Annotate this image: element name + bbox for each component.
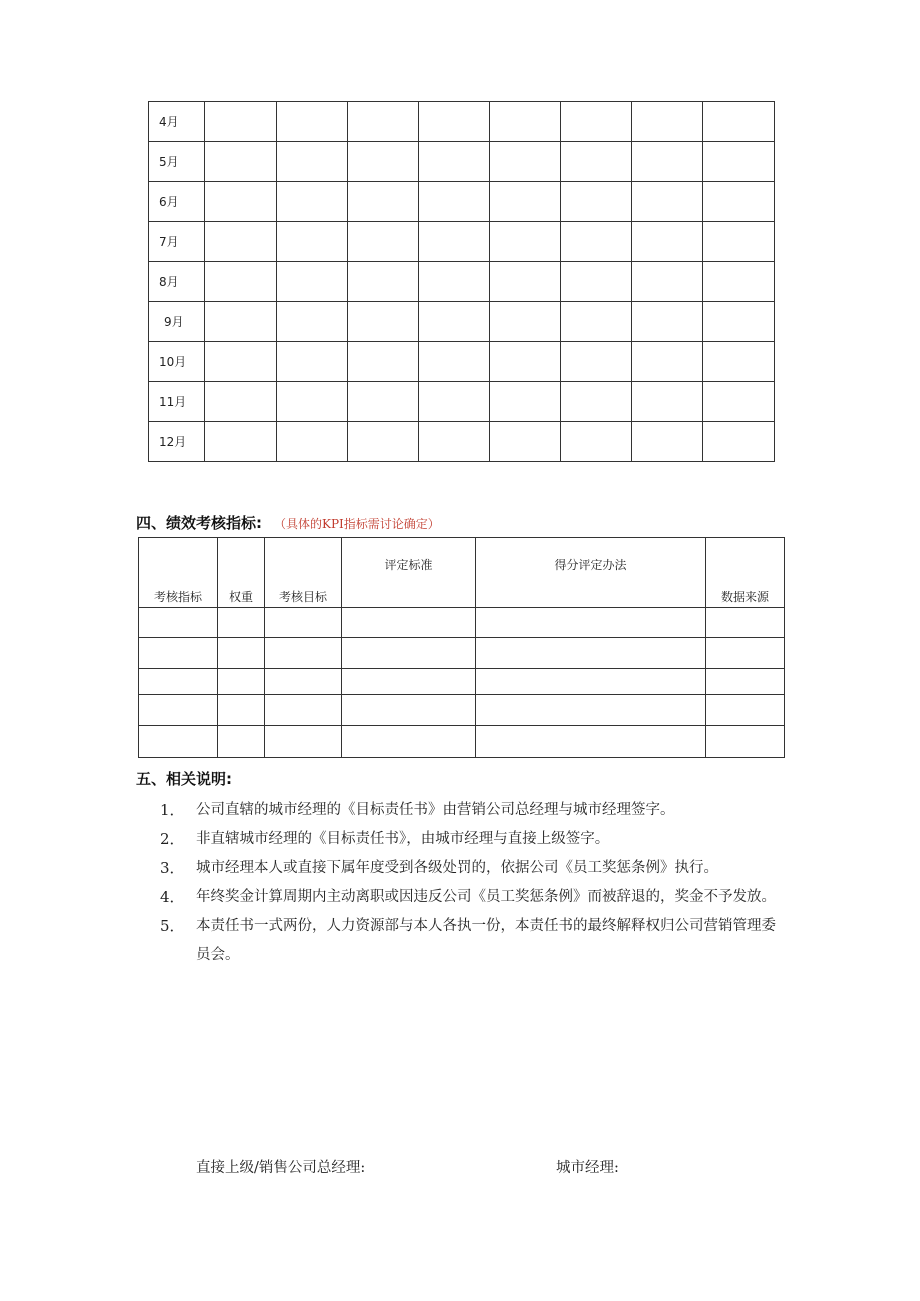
table-cell[interactable] [218, 638, 265, 669]
table-cell [419, 342, 490, 382]
table-cell [490, 422, 561, 462]
kpi-row [139, 669, 785, 695]
table-cell [490, 342, 561, 382]
list-item [160, 796, 790, 825]
table-cell[interactable] [139, 695, 218, 726]
table-cell [205, 182, 277, 222]
table-cell [490, 182, 561, 222]
note-text: 本责任书一式两份，人力资源部与本人各执一份，本责任书的最终解释权归公司营销管理委员会。 [196, 918, 776, 963]
table-cell [561, 422, 632, 462]
month-label: 7月 [149, 222, 205, 262]
month-label: 9月 [149, 302, 205, 342]
table-cell[interactable] [476, 638, 706, 669]
month-row [149, 422, 775, 462]
signature-right-label: 城市经理: [556, 1160, 619, 1176]
table-cell [348, 342, 419, 382]
month-label: 5月 [149, 142, 205, 182]
kpi-row [139, 695, 785, 726]
table-cell [348, 142, 419, 182]
table-cell[interactable] [139, 726, 218, 758]
table-cell[interactable] [706, 726, 785, 758]
table-cell [277, 262, 348, 302]
table-cell [632, 222, 703, 262]
table-cell [205, 142, 277, 182]
table-cell[interactable] [342, 695, 476, 726]
table-cell[interactable] [265, 608, 342, 638]
month-row [149, 142, 775, 182]
month-row [149, 382, 775, 422]
month-label: 6月 [149, 182, 205, 222]
table-cell[interactable] [265, 638, 342, 669]
table-cell [277, 142, 348, 182]
month-row [149, 342, 775, 382]
table-cell [561, 142, 632, 182]
table-cell [419, 182, 490, 222]
table-cell[interactable] [706, 695, 785, 726]
table-cell [703, 142, 775, 182]
table-cell[interactable] [342, 669, 476, 695]
notes-list [160, 796, 790, 970]
table-cell[interactable] [218, 695, 265, 726]
month-row [149, 262, 775, 302]
month-row [149, 302, 775, 342]
table-cell[interactable] [139, 608, 218, 638]
table-cell [490, 142, 561, 182]
section5-heading [136, 768, 232, 789]
table-cell [561, 302, 632, 342]
header-source: 数据来源 [706, 538, 785, 608]
table-cell [561, 182, 632, 222]
list-item [160, 825, 790, 854]
table-cell [703, 262, 775, 302]
header-scoring: 得分评定办法 [476, 538, 706, 608]
table-cell [632, 382, 703, 422]
month-label: 8月 [149, 262, 205, 302]
table-cell [419, 422, 490, 462]
note-number: 1． [160, 801, 185, 819]
table-cell [419, 142, 490, 182]
table-cell [632, 102, 703, 142]
month-label: 11月 [149, 382, 205, 422]
table-cell [419, 102, 490, 142]
kpi-header-row [139, 538, 785, 608]
table-cell [205, 422, 277, 462]
table-cell[interactable] [218, 608, 265, 638]
table-cell [348, 262, 419, 302]
header-target: 考核目标 [265, 538, 342, 608]
note-number: 5． [160, 917, 185, 935]
table-cell [490, 222, 561, 262]
table-cell [205, 382, 277, 422]
table-cell [277, 102, 348, 142]
section5-title: 五、相关说明: [136, 770, 232, 788]
table-cell [348, 302, 419, 342]
section4-title: 四、绩效考核指标: [136, 514, 262, 532]
table-cell[interactable] [476, 695, 706, 726]
table-cell [277, 222, 348, 262]
table-cell [632, 262, 703, 302]
signature-left-label: 直接上级/销售公司总经理: [196, 1160, 366, 1176]
note-text: 城市经理本人或直接下属年度受到各级处罚的，依据公司《员工奖惩条例》执行。 [196, 860, 718, 876]
table-cell[interactable] [476, 726, 706, 758]
table-cell [632, 142, 703, 182]
table-cell [205, 342, 277, 382]
kpi-table [138, 537, 785, 758]
table-cell[interactable] [706, 638, 785, 669]
table-cell [490, 102, 561, 142]
header-weight: 权重 [218, 538, 265, 608]
note-number: 4． [160, 888, 185, 906]
list-item [160, 854, 790, 883]
table-cell[interactable] [706, 608, 785, 638]
table-cell [348, 102, 419, 142]
table-cell [632, 422, 703, 462]
section4-heading [136, 512, 440, 533]
table-cell [703, 102, 775, 142]
table-cell [348, 382, 419, 422]
table-cell [205, 222, 277, 262]
note-text: 公司直辖的城市经理的《目标责任书》由营销公司总经理与城市经理签字。 [196, 802, 675, 818]
table-cell [632, 342, 703, 382]
section4-note: （具体的KPI指标需讨论确定） [274, 517, 440, 531]
table-cell [419, 382, 490, 422]
table-cell [348, 182, 419, 222]
table-cell[interactable] [139, 638, 218, 669]
table-cell [703, 302, 775, 342]
month-label: 12月 [149, 422, 205, 462]
table-cell[interactable] [139, 669, 218, 695]
table-cell [348, 422, 419, 462]
table-cell[interactable] [342, 726, 476, 758]
note-text: 年终奖金计算周期内主动离职或因违反公司《员工奖惩条例》而被辞退的，奖金不予发放。 [196, 889, 776, 905]
month-row [149, 222, 775, 262]
table-cell [561, 382, 632, 422]
table-cell [561, 342, 632, 382]
table-cell[interactable] [342, 638, 476, 669]
month-row [149, 182, 775, 222]
table-cell[interactable] [706, 669, 785, 695]
note-text: 非直辖城市经理的《目标责任书》，由城市经理与直接上级签字。 [196, 831, 610, 847]
month-label: 4月 [149, 102, 205, 142]
note-number: 3． [160, 859, 185, 877]
table-cell[interactable] [265, 726, 342, 758]
note-number: 2． [160, 830, 185, 848]
table-cell [277, 182, 348, 222]
table-cell [419, 262, 490, 302]
table-cell[interactable] [342, 608, 476, 638]
month-row [149, 102, 775, 142]
table-cell[interactable] [265, 669, 342, 695]
kpi-row [139, 608, 785, 638]
table-cell [419, 302, 490, 342]
table-cell [348, 222, 419, 262]
table-cell [205, 302, 277, 342]
table-cell [277, 382, 348, 422]
table-cell[interactable] [218, 669, 265, 695]
table-cell [703, 382, 775, 422]
table-cell[interactable] [476, 608, 706, 638]
table-cell [419, 222, 490, 262]
table-cell [561, 102, 632, 142]
table-cell [490, 302, 561, 342]
table-cell[interactable] [476, 669, 706, 695]
table-cell [205, 102, 277, 142]
table-cell [490, 382, 561, 422]
table-cell [277, 342, 348, 382]
kpi-row [139, 638, 785, 669]
monthly-target-table [148, 101, 775, 462]
table-cell [632, 302, 703, 342]
table-cell [703, 182, 775, 222]
table-cell[interactable] [218, 726, 265, 758]
header-criteria: 评定标准 [342, 538, 476, 608]
table-cell [561, 222, 632, 262]
table-cell [632, 182, 703, 222]
table-cell [490, 262, 561, 302]
kpi-row [139, 726, 785, 758]
table-cell [277, 422, 348, 462]
table-cell [277, 302, 348, 342]
table-cell[interactable] [265, 695, 342, 726]
list-item [160, 883, 790, 912]
list-item [160, 912, 790, 970]
table-cell [703, 342, 775, 382]
table-cell [205, 262, 277, 302]
table-cell [703, 422, 775, 462]
month-label: 10月 [149, 342, 205, 382]
table-cell [561, 262, 632, 302]
table-cell [703, 222, 775, 262]
header-indicator: 考核指标 [139, 538, 218, 608]
